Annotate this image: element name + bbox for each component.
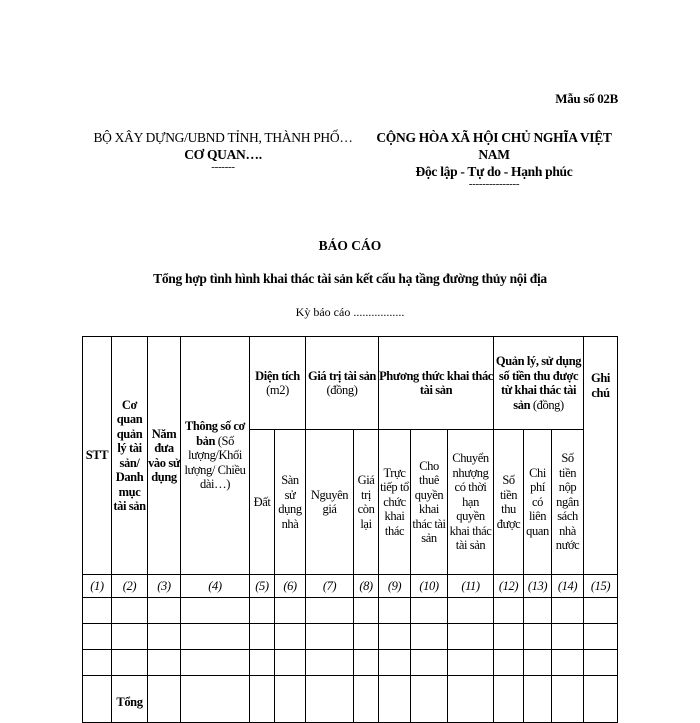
header-area-label: Diện tích xyxy=(255,368,300,383)
header-direct: Trực tiếp tổ chức khai thác xyxy=(379,430,411,575)
header-expense: Chi phí có liên quan xyxy=(524,430,552,575)
motto: Độc lập - Tự do - Hạnh phúc xyxy=(415,164,573,179)
form-code: Mẫu số 02B xyxy=(555,91,618,106)
col-num: (9) xyxy=(379,575,411,598)
col-num: (15) xyxy=(584,575,618,598)
header-paid: Số tiền nộp ngân sách nhà nước xyxy=(552,430,584,575)
col-num: (7) xyxy=(306,575,354,598)
col-num: (12) xyxy=(494,575,524,598)
header-floor: Sàn sử dụng nhà xyxy=(275,430,306,575)
motto-rule: --------------- xyxy=(468,178,520,190)
header-remaining-value: Giá trị còn lại xyxy=(354,430,379,575)
agency-header xyxy=(92,129,354,172)
col-num: (5) xyxy=(250,575,275,598)
header-manage-unit: (đồng) xyxy=(530,397,564,412)
header-manage xyxy=(494,337,584,430)
col-num: (8) xyxy=(354,575,379,598)
col-num: (6) xyxy=(275,575,306,598)
agency-line: CƠ QUAN…. xyxy=(184,147,262,162)
header-lease: Cho thuê quyền khai thác tài sản xyxy=(411,430,448,575)
header-year: Năm đưa vào sử dụng xyxy=(148,337,181,575)
ministry-line: BỘ XÂY DỰNG/UBND TỈNH, THÀNH PHỐ… xyxy=(93,130,353,145)
header-note: Ghi chú xyxy=(584,337,618,575)
header-transfer: Chuyển nhượng có thời hạn quyền khai thác tài sản xyxy=(448,430,494,575)
header-area xyxy=(250,337,306,430)
col-num: (13) xyxy=(524,575,552,598)
national-header xyxy=(366,129,622,189)
report-subtitle: Tổng hợp tình hình khai thác tài sản kết cấu hạ tầng đường thủy nội địa xyxy=(153,271,547,286)
header-specs-label: Thông số cơ bản xyxy=(184,419,246,448)
total-row xyxy=(83,676,618,723)
header-manage-label: Quản lý, sử dụng số tiền thu được từ khai thác tài sản xyxy=(495,354,582,412)
agency-rule: ------- xyxy=(211,161,235,173)
header-original-cost: Nguyên giá xyxy=(306,430,354,575)
col-num: (11) xyxy=(448,575,494,598)
report-table xyxy=(82,336,618,723)
report-title: BÁO CÁO xyxy=(318,238,382,253)
report-period: Kỳ báo cáo ................. xyxy=(295,305,405,319)
header-specs xyxy=(181,337,250,575)
header-land: Đất xyxy=(250,430,275,575)
header-collected: Số tiền thu được xyxy=(494,430,524,575)
col-num: (14) xyxy=(552,575,584,598)
col-num: (2) xyxy=(112,575,148,598)
column-number-row xyxy=(83,575,618,598)
header-value-unit: (đồng) xyxy=(326,383,358,397)
total-label: Tổng xyxy=(112,676,148,723)
header-specs-detail: (Số lượng/Khối lượng/ Chiều dài…) xyxy=(184,433,246,492)
country-name: CỘNG HÒA XÃ HỘI CHỦ NGHĨA VIỆT NAM xyxy=(376,130,612,162)
header-value xyxy=(306,337,379,430)
header-stt: STT xyxy=(83,337,112,575)
col-num: (10) xyxy=(411,575,448,598)
table-row xyxy=(83,650,618,676)
header-agency-asset: Cơ quan quản lý tài sản/ Danh mục tài sản xyxy=(112,337,148,575)
col-num: (3) xyxy=(148,575,181,598)
table-row xyxy=(83,624,618,650)
table-row xyxy=(83,598,618,624)
header-area-unit: (m2) xyxy=(266,383,289,397)
col-num: (4) xyxy=(181,575,250,598)
col-num: (1) xyxy=(83,575,112,598)
header-value-label: Giá trị tài sản xyxy=(308,368,376,383)
header-method: Phương thức khai thác tài sản xyxy=(379,337,494,430)
